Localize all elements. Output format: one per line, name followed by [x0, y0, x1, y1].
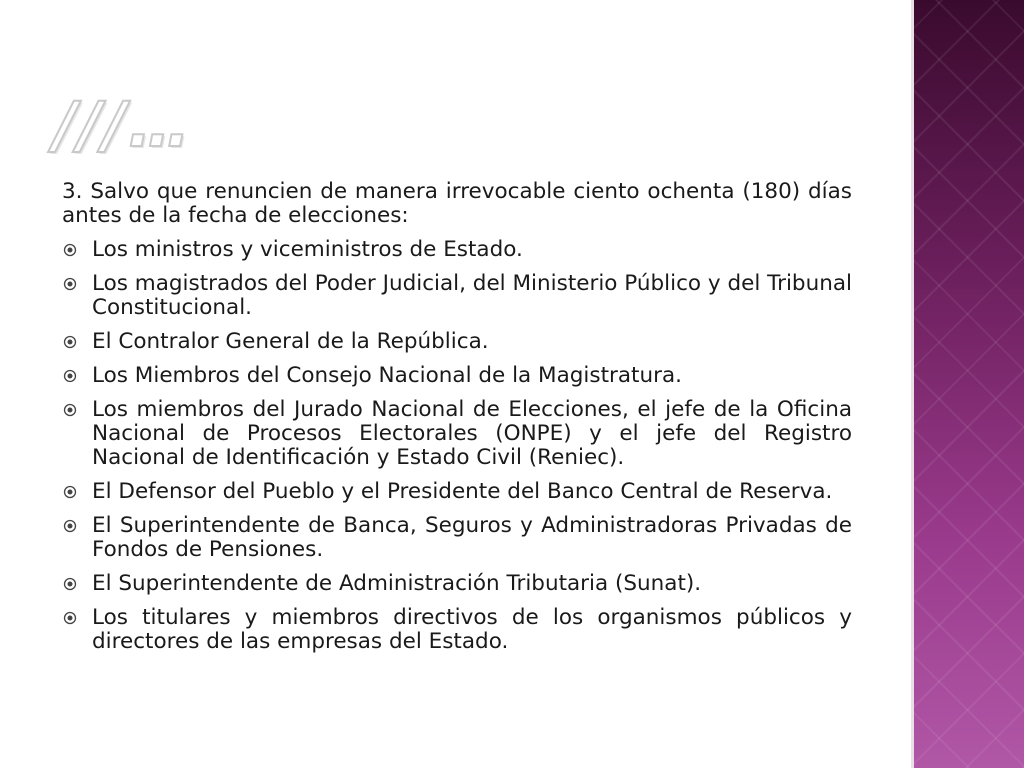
list-item — [62, 480, 852, 504]
list-item-text: Los titulares y miembros directivos de los organismos públicos y directores de las empresas del Estado. — [92, 605, 852, 654]
circled-dot-icon — [63, 277, 77, 291]
list-item-text: Los Miembros del Consejo Nacional de la Magistratura. — [92, 363, 682, 388]
list-item-text: El Defensor del Pueblo y el Presidente del Banco Central de Reserva. — [92, 479, 833, 504]
list-item-text: Los magistrados del Poder Judicial, del Ministerio Público y del Tribunal Constitucional. — [92, 271, 852, 320]
list-item-text: El Superintendente de Administración Tributaria (Sunat). — [92, 571, 702, 596]
circled-dot-icon — [63, 611, 77, 625]
list-item-text: El Superintendente de Banca, Seguros y Administradoras Privadas de Fondos de Pensiones. — [92, 513, 852, 562]
list-item — [62, 272, 852, 320]
list-item-text: El Contralor General de la República. — [92, 329, 489, 354]
list-item — [62, 398, 852, 470]
circled-dot-icon — [63, 403, 77, 417]
list-item — [62, 364, 852, 388]
list-item — [62, 330, 852, 354]
bullet-list — [62, 238, 852, 654]
circled-dot-icon — [63, 243, 77, 257]
slide-title: ///… — [54, 88, 192, 161]
list-item — [62, 514, 852, 562]
decorative-side-band — [911, 0, 1024, 768]
list-item — [62, 606, 852, 654]
list-item-text: Los ministros y viceministros de Estado. — [92, 237, 523, 262]
circled-dot-icon — [63, 335, 77, 349]
intro-paragraph: 3. Salvo que renuncien de manera irrevocable ciento ochenta (180) días antes de la fecha de elecciones: — [62, 179, 852, 228]
circled-dot-icon — [63, 485, 77, 499]
circled-dot-icon — [63, 577, 77, 591]
list-item — [62, 572, 852, 596]
circled-dot-icon — [63, 519, 77, 533]
list-item — [62, 238, 852, 262]
circled-dot-icon — [63, 369, 77, 383]
list-item-text: Los miembros del Jurado Nacional de Elecciones, el jefe de la Oficina Nacional de Procesos Electorales (ONPE) y el jefe del Registro Nacional de Identificación y Estado Civil (Reniec). — [92, 397, 852, 470]
slide-body — [62, 180, 852, 664]
